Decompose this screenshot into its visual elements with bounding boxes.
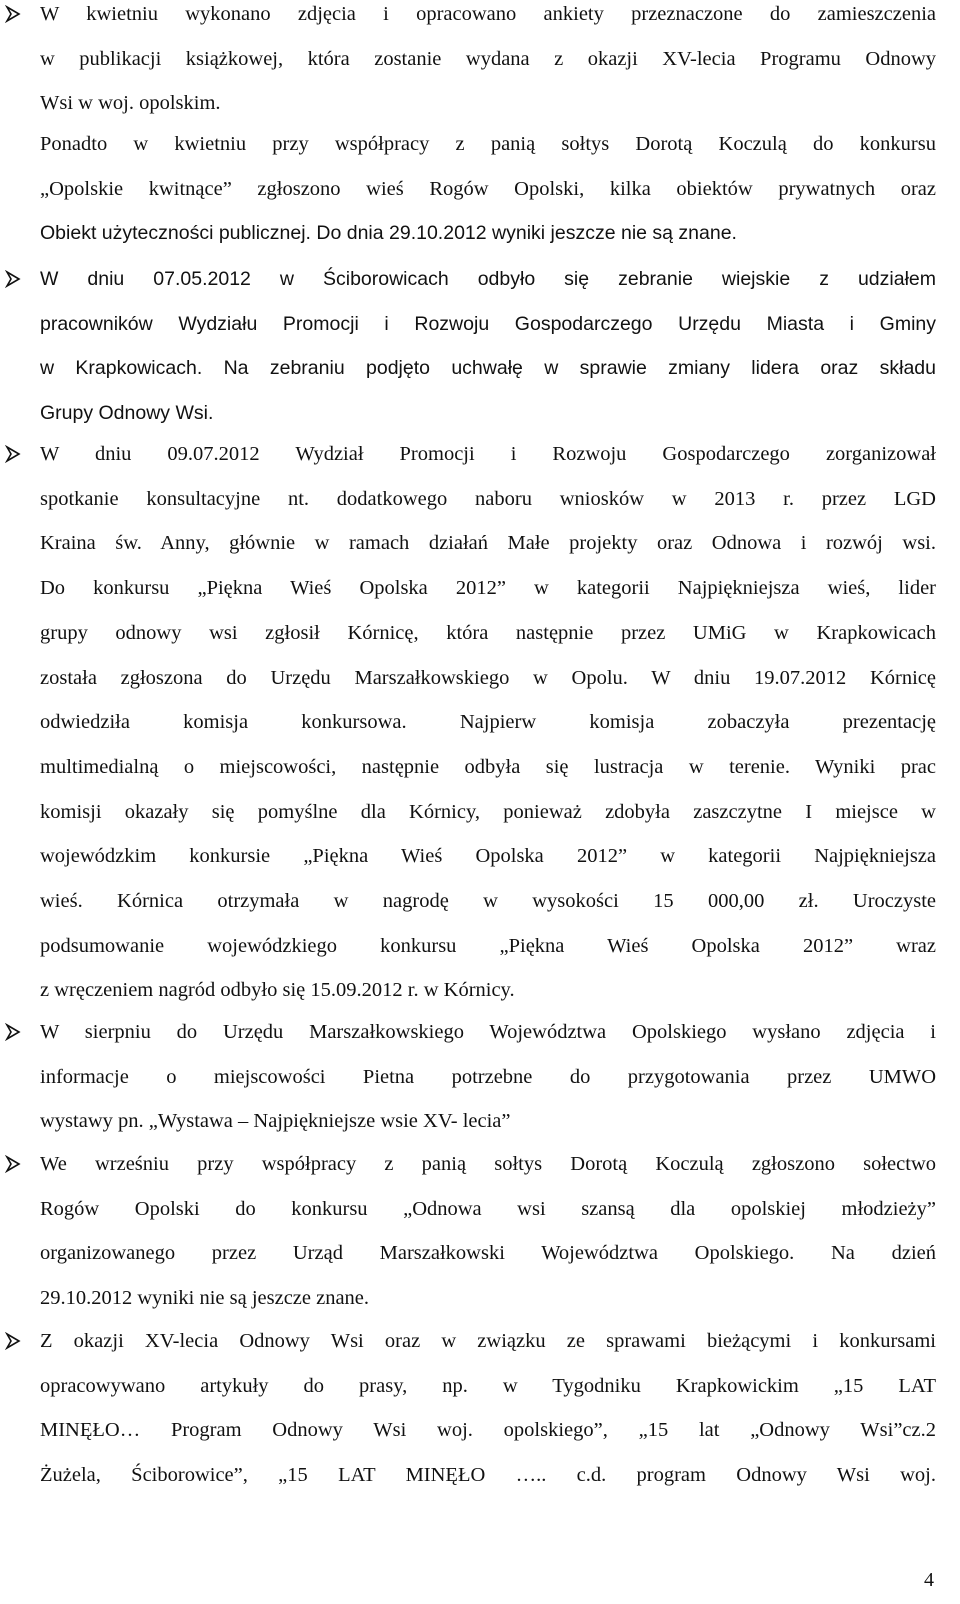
arrow-bullet-icon (4, 270, 22, 288)
text-line: Rogów Opolski do konkursu „Odnowa wsi szansą dla opolskiej młodzieży” (40, 1197, 936, 1220)
text-line: spotkanie konsultacyjne nt. dodatkowego naboru wniosków w 2013 r. przez LGD (40, 487, 936, 510)
text-line: multimedialną o miejscowości, następnie odbyła się lustracja w terenie. Wyniki prac (40, 755, 936, 778)
paragraph-3 (40, 257, 936, 436)
text-line: podsumowanie wojewódzkiego konkursu „Piękna Wieś Opolska 2012” wraz (40, 934, 936, 957)
text-line: organizowanego przez Urząd Marszałkowski Województwa Opolskiego. Na dzień (40, 1242, 936, 1265)
text-line: została zgłoszona do Urzędu Marszałkowskiego w Opolu. W dniu 19.07.2012 Kórnicę (40, 666, 936, 689)
text-line: W kwietniu wykonano zdjęcia i opracowano ankiety przeznaczone do zamieszczenia (40, 3, 936, 25)
paragraph-5 (40, 1010, 936, 1144)
text-line: pracowników Wydziału Promocji i Rozwoju Gospodarczego Urzędu Miasta i Gminy (40, 312, 936, 335)
text-line: W dniu 07.05.2012 w Ściborowicach odbyło się zebranie wiejskie z udziałem (40, 268, 936, 290)
text-line: informacje o miejscowości Pietna potrzebne do przygotowania przez UMWO (40, 1065, 936, 1088)
text-line: Z okazji XV-lecia Odnowy Wsi oraz w związku ze sprawami bieżącymi i konkursami (40, 1330, 936, 1352)
text-line: w publikacji książkowej, która zostanie wydana z okazji XV-lecia Programu Odnowy (40, 47, 936, 70)
arrow-bullet-icon (4, 1155, 22, 1173)
text-line: „Opolskie kwitnące” zgłoszono wieś Rogów Opolski, kilka obiektów prywatnych oraz (40, 177, 936, 200)
text-line: opracowywano artykuły do prasy, np. w Tygodniku Krapkowickim „15 LAT (40, 1374, 936, 1397)
text-line: Do konkursu „Piękna Wieś Opolska 2012” w kategorii Najpiękniejsza wieś, lider (40, 577, 936, 600)
text-line: Kraina św. Anny, głównie w ramach działań Małe projekty oraz Odnowa i rozwój wsi. (40, 532, 936, 555)
page-number: 4 (924, 1569, 934, 1591)
arrow-bullet-icon (4, 445, 22, 463)
paragraph-1 (40, 0, 936, 126)
paragraph-4 (40, 432, 936, 1013)
text-line: Grupy Odnowy Wsi. (40, 402, 214, 425)
arrow-bullet-icon (4, 5, 22, 23)
text-line: komisji okazały się pomyślne dla Kórnicy, ponieważ zdobyła zaszczytne I miejsce w (40, 800, 936, 823)
text-line: We wrześniu przy współpracy z panią sołtys Dorotą Koczulą zgłoszono sołectwo (40, 1153, 936, 1175)
text-line: wojewódzkim konkursie „Piękna Wieś Opolska 2012” w kategorii Najpiękniejsza (40, 845, 936, 868)
text-line: z wręczeniem nagród odbyło się 15.09.2012 r. w Kórnicy. (40, 979, 515, 1002)
paragraph-2 (40, 122, 936, 256)
text-line: w Krapkowicach. Na zebraniu podjęto uchwałę w sprawie zmiany lidera oraz składu (40, 357, 936, 380)
text-line: 29.10.2012 wyniki nie są jeszcze znane. (40, 1287, 370, 1310)
arrow-bullet-icon (4, 1023, 22, 1041)
arrow-bullet-icon (4, 1332, 22, 1350)
text-line: grupy odnowy wsi zgłosił Kórnicę, która następnie przez UMiG w Krapkowicach (40, 621, 936, 644)
text-line: MINĘŁO… Program Odnowy Wsi woj. opolskiego”, „15 lat „Odnowy Wsi”cz.2 (40, 1419, 936, 1442)
text-line: Obiekt użyteczności publicznej. Do dnia 29.10.2012 wyniki jeszcze nie są znane. (40, 222, 737, 245)
text-line: W sierpniu do Urzędu Marszałkowskiego Województwa Opolskiego wysłano zdjęcia i (40, 1021, 936, 1043)
paragraph-6 (40, 1142, 936, 1321)
paragraph-7 (40, 1319, 936, 1498)
text-line: odwiedziła komisja konkursowa. Najpierw komisja zobaczyła prezentację (40, 711, 936, 734)
text-line: wieś. Kórnica otrzymała w nagrodę w wysokości 15 000,00 zł. Uroczyste (40, 890, 936, 913)
text-line: W dniu 09.07.2012 Wydział Promocji i Rozwoju Gospodarczego zorganizował (40, 443, 936, 465)
text-line: Wsi w woj. opolskim. (40, 92, 221, 115)
text-line: Żużela, Ściborowice”, „15 LAT MINĘŁO ….. c.d. program Odnowy Wsi woj. (40, 1464, 936, 1487)
text-line: Ponadto w kwietniu przy współpracy z panią sołtys Dorotą Koczulą do konkursu (40, 133, 936, 155)
text-line: wystawy pn. „Wystawa – Najpiękniejsze wsie XV- lecia” (40, 1110, 511, 1133)
